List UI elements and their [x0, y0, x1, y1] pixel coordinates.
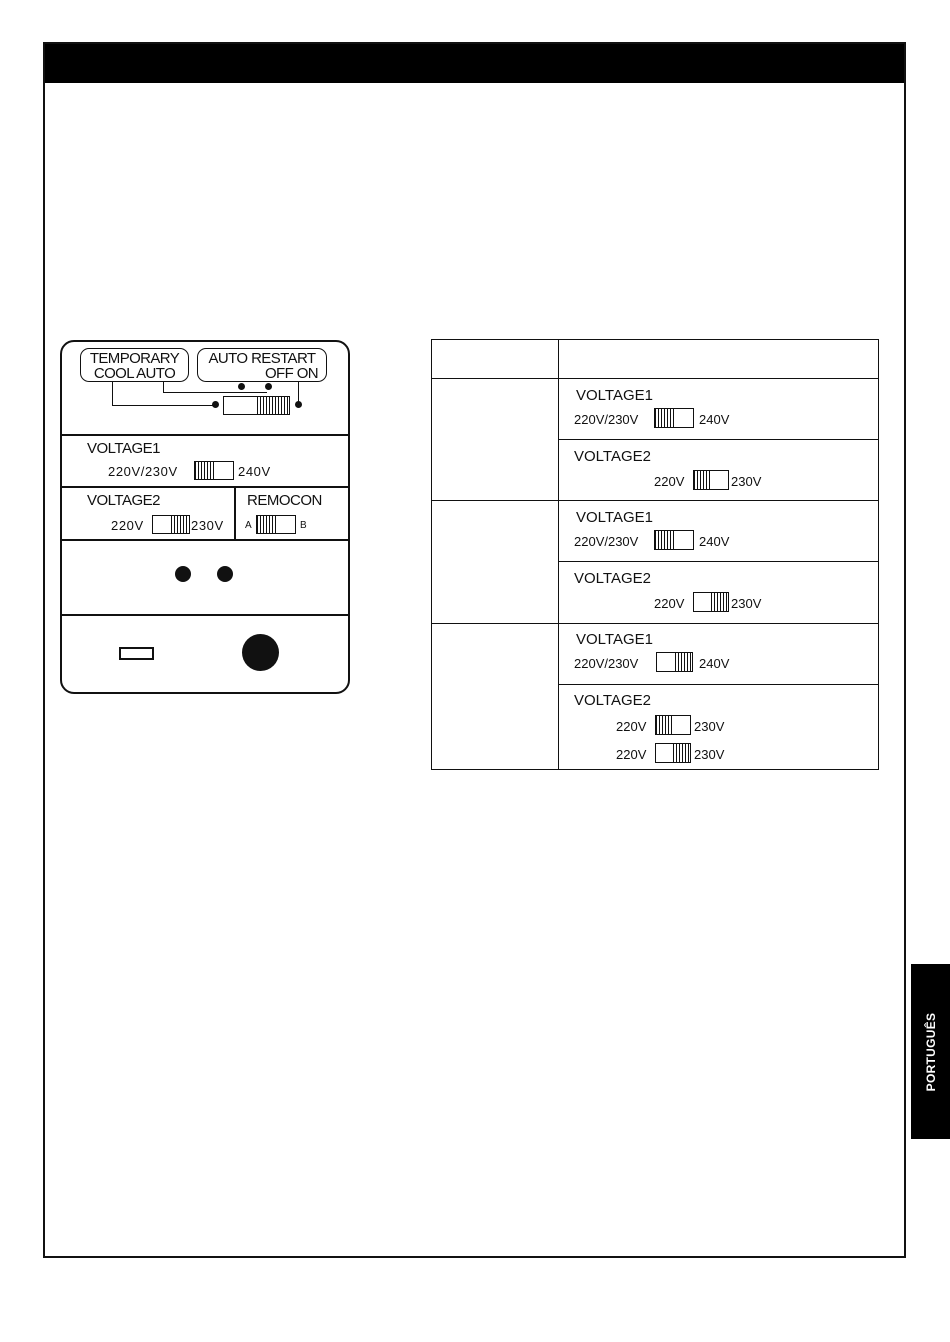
voltage1-label: VOLTAGE1	[87, 440, 160, 457]
remocon-b-label: B	[300, 520, 307, 531]
voltage2-left-label: 220V	[111, 518, 144, 533]
row3-voltage2b-switch	[655, 743, 691, 763]
row2-voltage1-right: 240V	[699, 534, 730, 549]
divider	[62, 434, 348, 436]
table-divider	[558, 439, 878, 440]
contact-dot	[265, 383, 272, 390]
table-divider	[432, 623, 878, 624]
divider	[234, 486, 236, 539]
voltage-setting-table	[431, 339, 879, 770]
temporary-pill	[80, 348, 189, 382]
row3-voltage2a-left: 220V	[616, 719, 647, 734]
table-divider	[558, 340, 559, 769]
switch-knob	[257, 397, 290, 414]
row3-voltage1-right: 240V	[699, 656, 730, 671]
row1-voltage1-left: 220V/230V	[574, 412, 639, 427]
language-tab-label: PORTUGUÊS	[923, 1012, 938, 1091]
remocon-label: REMOCON	[247, 492, 322, 509]
divider	[62, 614, 348, 616]
row2-voltage2-right: 230V	[731, 596, 762, 611]
row2-voltage2-left: 220V	[654, 596, 685, 611]
table-divider	[432, 500, 878, 501]
row1-voltage1-right: 240V	[699, 412, 730, 427]
remocon-switch[interactable]	[256, 515, 296, 534]
row1-voltage1-switch	[654, 408, 694, 428]
language-tab[interactable]	[911, 964, 950, 1139]
sensor-window	[119, 647, 154, 660]
voltage1-right-label: 240V	[238, 464, 271, 479]
voltage2-label: VOLTAGE2	[87, 492, 160, 509]
row3-voltage1-label: VOLTAGE1	[576, 631, 653, 648]
remocon-a-label: A	[245, 520, 252, 531]
row2-voltage2-switch	[693, 592, 729, 612]
row2-voltage2-label: VOLTAGE2	[574, 570, 651, 587]
voltage2-right-label: 230V	[191, 518, 224, 533]
switch-knob	[655, 531, 674, 549]
row1-voltage1-label: VOLTAGE1	[576, 387, 653, 404]
voltage2-switch[interactable]	[152, 515, 190, 534]
row3-voltage2-label: VOLTAGE2	[574, 692, 651, 709]
row2-voltage1-switch	[654, 530, 694, 550]
row3-voltage2a-right: 230V	[694, 719, 725, 734]
contact-dot	[295, 401, 302, 408]
row2-voltage1-left: 220V/230V	[574, 534, 639, 549]
divider	[62, 486, 348, 488]
wire-auto	[163, 382, 267, 393]
row1-voltage2-left: 220V	[654, 474, 685, 489]
switch-knob	[257, 516, 276, 533]
switch-knob	[171, 516, 189, 533]
row3-voltage2a-switch	[655, 715, 691, 735]
table-divider	[432, 378, 878, 379]
row1-voltage2-right: 230V	[731, 474, 762, 489]
cool-auto-label: COOL AUTO	[93, 365, 176, 382]
row1-voltage2-label: VOLTAGE2	[574, 448, 651, 465]
switch-knob	[711, 593, 728, 611]
table-divider	[558, 684, 878, 685]
contact-dot	[238, 383, 245, 390]
led-indicator	[217, 566, 233, 582]
row3-voltage1-switch	[656, 652, 693, 672]
temporary-label: TEMPORARY	[89, 350, 180, 367]
table-divider	[558, 561, 878, 562]
off-on-label: OFF ON	[264, 365, 318, 382]
switch-knob	[673, 744, 690, 762]
led-indicator	[175, 566, 191, 582]
switch-knob	[195, 462, 214, 479]
voltage1-left-label: 220V/230V	[108, 464, 178, 479]
row3-voltage2b-left: 220V	[616, 747, 647, 762]
divider	[62, 539, 348, 541]
auto-restart-switch[interactable]	[223, 396, 290, 415]
auto-restart-label: AUTO RESTART	[208, 350, 316, 367]
switch-knob	[694, 471, 711, 489]
switch-knob	[655, 409, 674, 427]
contact-dot	[212, 401, 219, 408]
row1-voltage2-switch	[693, 470, 729, 490]
row3-voltage2b-right: 230V	[694, 747, 725, 762]
row2-voltage1-label: VOLTAGE1	[576, 509, 653, 526]
reset-button[interactable]	[242, 634, 279, 671]
switch-knob	[675, 653, 693, 671]
auto-restart-pill	[197, 348, 327, 382]
row3-voltage1-left: 220V/230V	[574, 656, 639, 671]
voltage1-switch[interactable]	[194, 461, 234, 480]
control-panel-diagram	[60, 340, 350, 694]
switch-knob	[656, 716, 673, 734]
